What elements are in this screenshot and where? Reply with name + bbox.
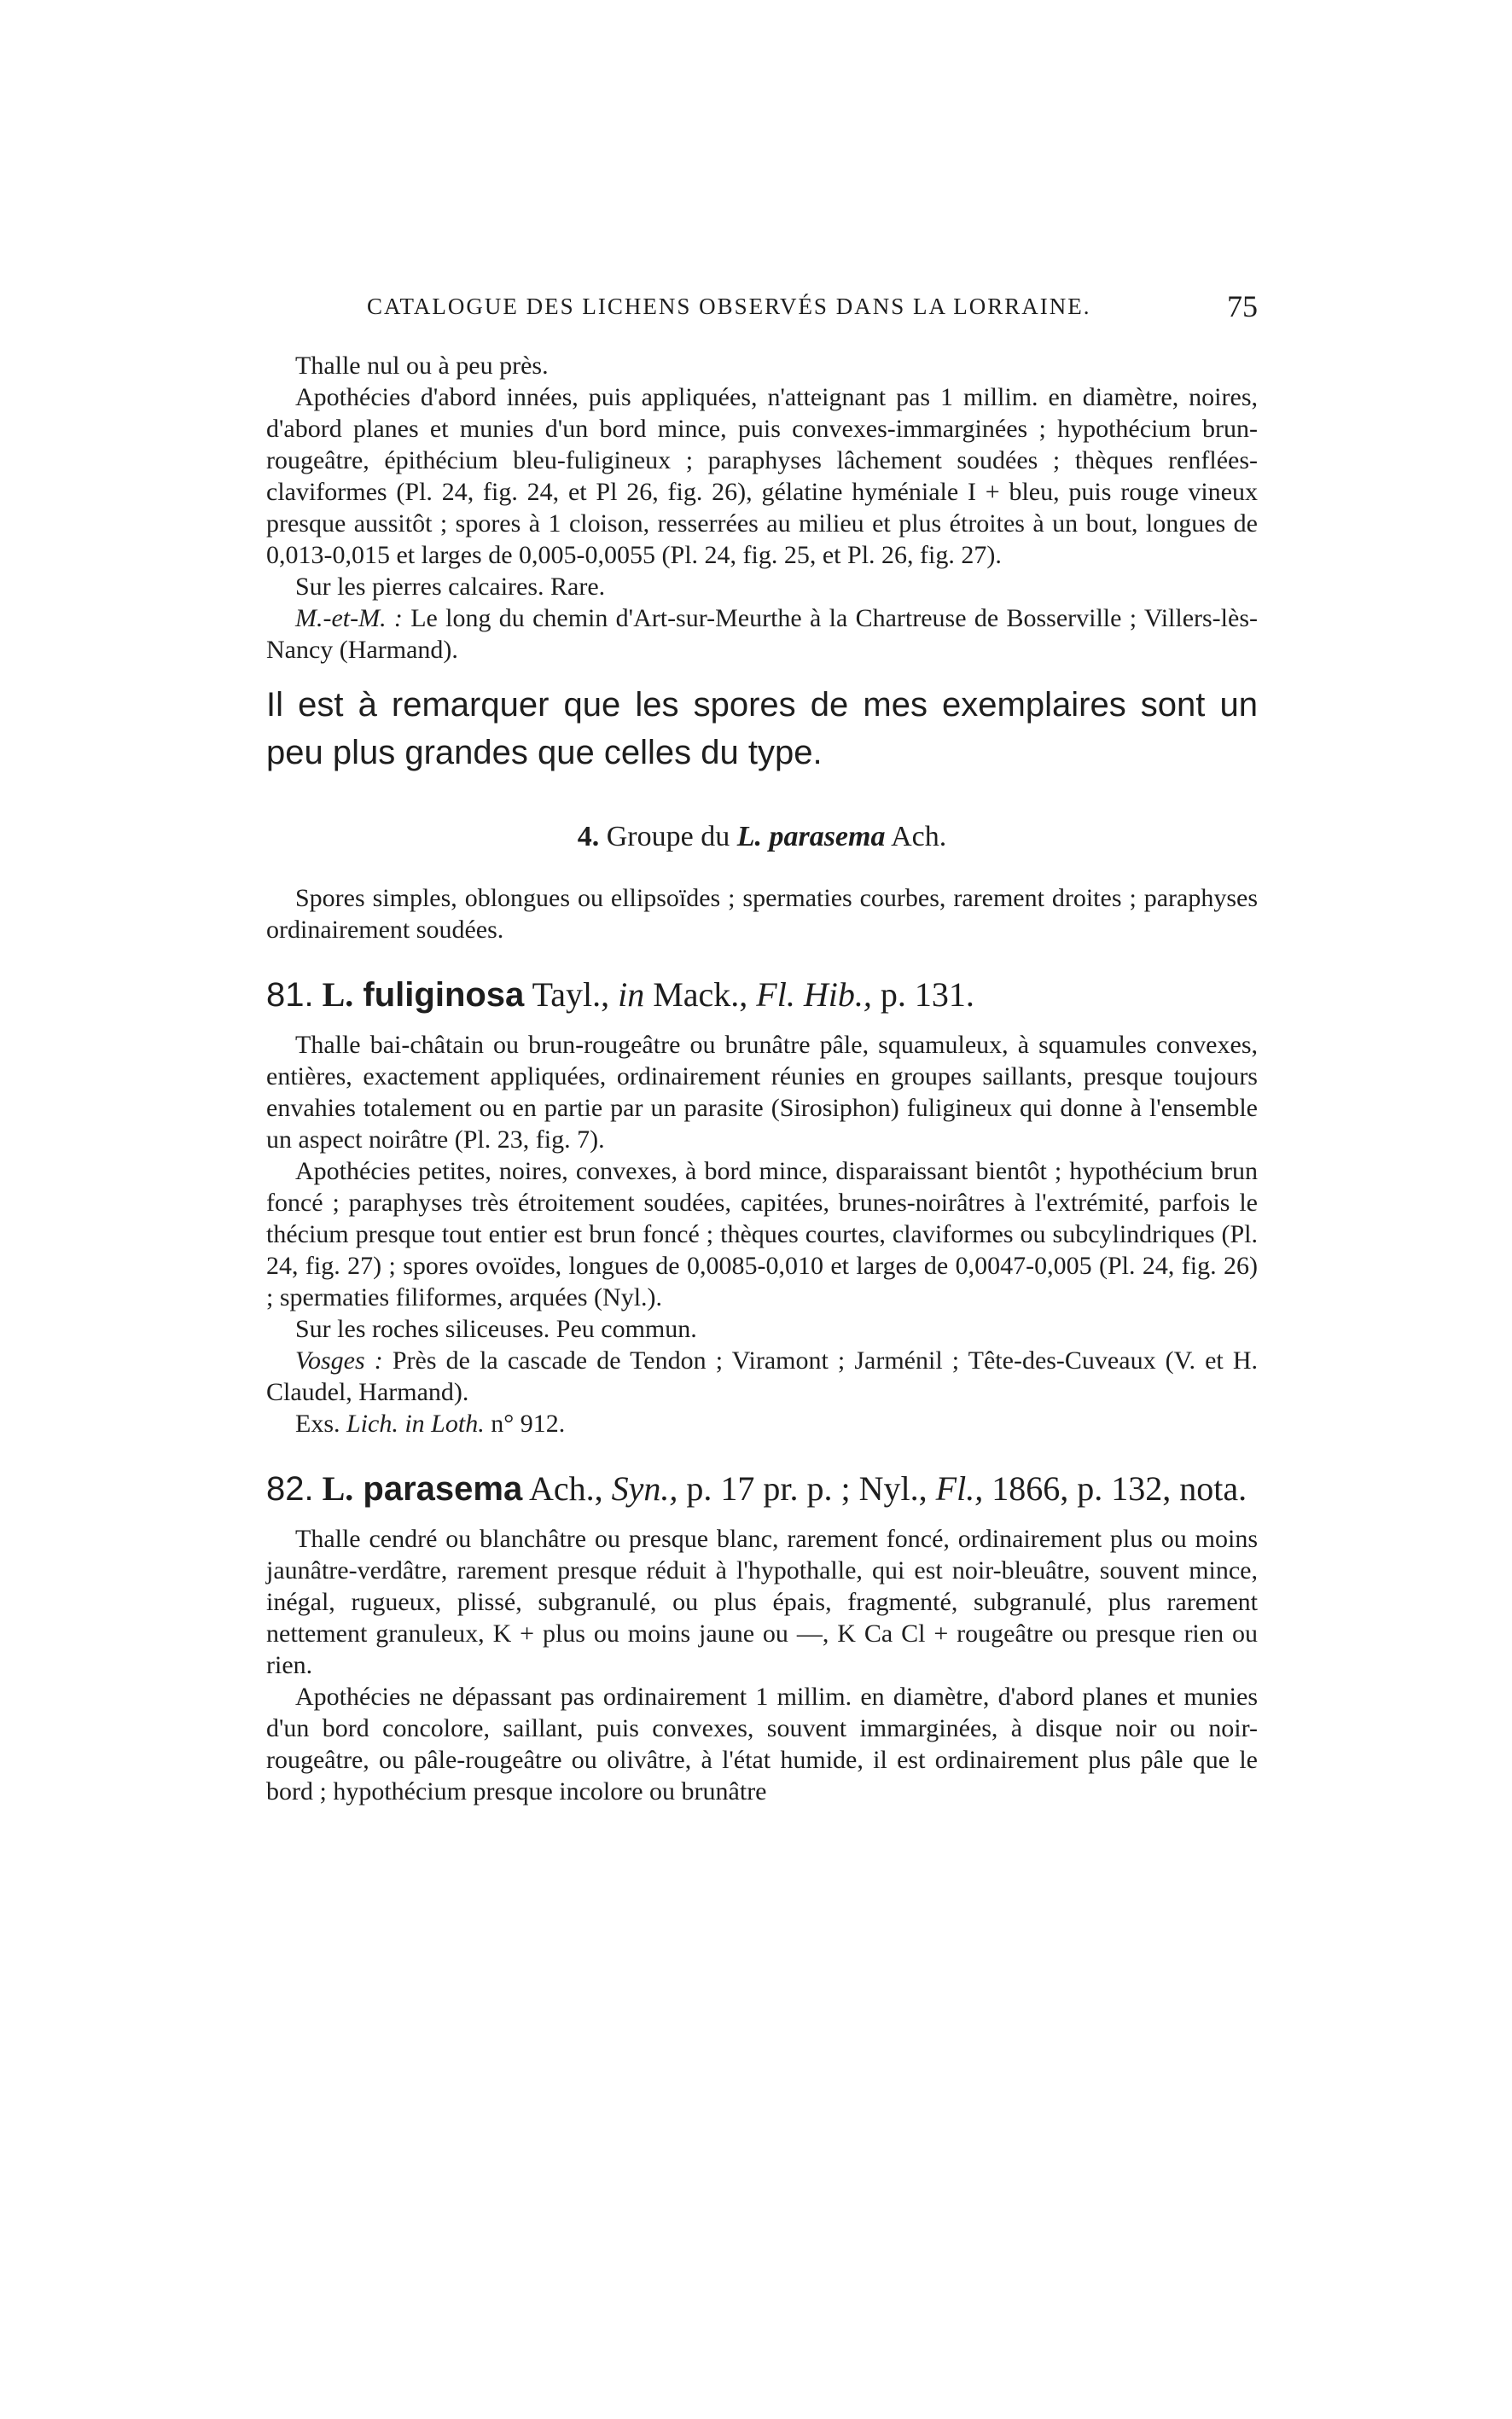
- region-label: M.-et-M. :: [295, 604, 403, 632]
- genus-abbrev: L.: [313, 975, 354, 1014]
- paragraph-81-habitat: Sur les roches siliceuses. Peu commun.: [295, 1315, 697, 1343]
- page-ref: p. 17 pr. p. ; Nyl.,: [677, 1469, 936, 1508]
- group-species-name: L. parasema: [736, 821, 886, 852]
- paragraph-82-thalle: Thalle cendré ou blanchâtre ou presque blanc, rarement foncé, ordinairement plus ou moins jaunâtre-verdâtre, rarement presque réduit à l'hypothalle, qui est noir-bleuâtre, souvent mince, inégal, rugueux, plissé, subgranulé, ou plus épais, fragmenté, subgranulé, plus rarement nettement granuleux, K + plus ou moins jaune ou —, K Ca Cl + rougeâtre ou presque rien ou rien.: [266, 1525, 1258, 1679]
- exs-label: Exs.: [295, 1410, 346, 1438]
- synopsis: Syn.,: [611, 1469, 678, 1508]
- flora: Fl.,: [935, 1469, 984, 1508]
- group-label: Groupe du: [599, 821, 737, 852]
- localities-text: Près de la cascade de Tendon ; Viramont ; Jarménil ; Tête-des-Cuveaux (V. et H. Claudel, Harmand).: [266, 1346, 1258, 1406]
- text-body: [266, 350, 1258, 1807]
- species-number: 82.: [266, 1470, 314, 1508]
- genus-abbrev: L.: [313, 1469, 354, 1508]
- species-heading-81: [266, 971, 1258, 1019]
- exs-title: Lich. in Loth.: [346, 1410, 485, 1438]
- species-name: fuliginosa: [353, 976, 525, 1014]
- handwritten-style-note: Il est à remarquer que les spores de mes exemplaires sont un peu plus grandes que celles du type.: [266, 686, 1258, 771]
- author-1: Ach.,: [522, 1469, 612, 1508]
- group-number: 4.: [577, 821, 600, 852]
- year-ref: 1866, p. 132, nota.: [983, 1469, 1247, 1508]
- author-2: Mack.,: [644, 975, 757, 1014]
- paragraph-81-thalle: Thalle bai-châtain ou brun-rougeâtre ou brunâtre pâle, squamuleux, à squamules convexes, entières, exactement appliquées, ordinairement réunies en groupes saillants, presque toujours envahies totalement ou en partie par un parasite (Sirosiphon) fuligineux qui donne à l'ensemble un aspect noirâtre (Pl. 23, fig. 7).: [266, 1031, 1258, 1154]
- species-name: parasema: [353, 1470, 523, 1508]
- group-heading: [266, 821, 1258, 853]
- page-header: [367, 289, 1258, 331]
- paragraph-thalle: Thalle nul ou à peu près.: [295, 352, 549, 380]
- species-number: 81.: [266, 976, 314, 1014]
- running-title: CATALOGUE DES LICHENS OBSERVÉS DANS LA LORRAINE.: [367, 294, 1091, 319]
- region-label: Vosges :: [295, 1346, 383, 1375]
- group-author: Ach.: [885, 821, 947, 852]
- species-heading-82: [266, 1465, 1258, 1513]
- in-word: in: [618, 975, 645, 1014]
- paragraph-81-localities: [266, 1345, 1258, 1408]
- paragraph-habitat: Sur les pierres calcaires. Rare.: [295, 573, 606, 601]
- paragraph-localities: [266, 602, 1258, 666]
- paragraph-82-apothecies: Apothécies ne dépassant pas ordinairement 1 millim. en diamètre, d'abord planes et munies d'un bord concolore, saillant, puis convexes, souvent immarginées, à disque noir ou noir-rougeâtre, ou pâle-rougeâtre ou olivâtre, à l'état humide, il est ordinairement plus pâle que le bord ; hypothécium presque incolore ou brunâtre: [266, 1683, 1258, 1806]
- publication: Fl. Hib.,: [756, 975, 872, 1014]
- page-ref: p. 131.: [871, 975, 974, 1014]
- paragraph-apothecies: Apothécies d'abord innées, puis appliquées, n'atteignant pas 1 millim. en diamètre, noires, d'abord planes et munies d'un bord mince, puis convexes-immarginées ; hypothécium brun-rougeâtre, épithécium bleu-fuligineux ; paraphyses lâchement soudées ; thèques renflées-claviformes (Pl. 24, fig. 24, et Pl 26, fig. 26), gélatine hyméniale I + bleu, puis rouge vineux presque aussitôt ; spores à 1 cloison, resserrées au milieu et plus étroites à un bout, longues de 0,013-0,015 et larges de 0,005-0,0055 (Pl. 24, fig. 25, et Pl. 26, fig. 27).: [266, 383, 1258, 569]
- paragraph-81-exsiccata: [266, 1408, 1258, 1439]
- paragraph-group-description: Spores simples, oblongues ou ellipsoïdes ; spermaties courbes, rarement droites ; paraphyses ordinairement soudées.: [266, 884, 1258, 944]
- localities-text: Le long du chemin d'Art-sur-Meurthe à la Chartreuse de Bosserville ; Villers-lès-Nancy (Harmand).: [266, 604, 1258, 664]
- exs-number: n° 912.: [484, 1410, 566, 1438]
- author-1: Tayl.,: [524, 975, 619, 1014]
- page-number: 75: [1227, 289, 1258, 323]
- paragraph-81-apothecies: Apothécies petites, noires, convexes, à bord mince, disparaissant bientôt ; hypothécium brun foncé ; paraphyses très étroitement soudées, capitées, brunes-noirâtres à l'extrémité, parfois le thécium presque tout entier est brun foncé ; thèques courtes, claviformes ou subcylindriques (Pl. 24, fig. 27) ; spores ovoïdes, longues de 0,0085-0,010 et larges de 0,0047-0,005 (Pl. 24, fig. 26) ; spermaties filiformes, arquées (Nyl.).: [266, 1157, 1258, 1311]
